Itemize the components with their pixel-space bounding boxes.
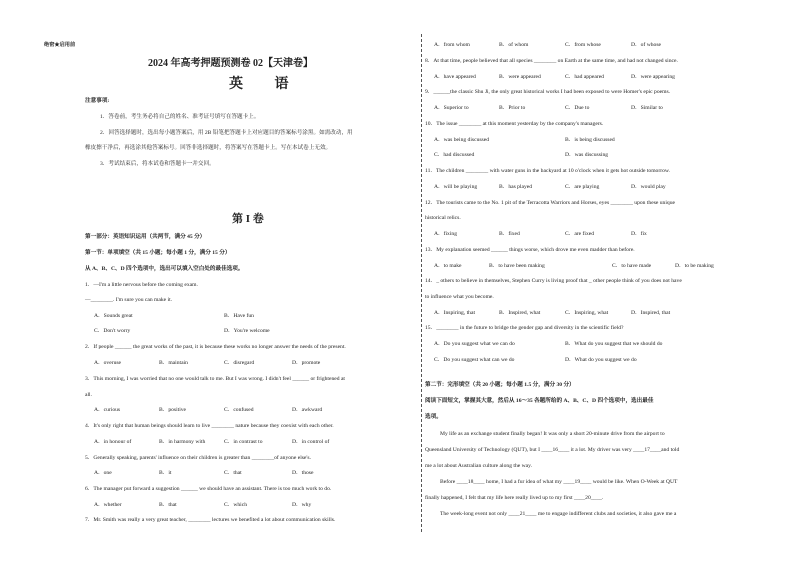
option: C．are playing [565, 184, 600, 190]
option: B．fixed [499, 231, 520, 237]
option: A．one [94, 470, 112, 476]
option: D．Inspired, that [631, 310, 671, 316]
option: A．to make [434, 263, 462, 269]
section2-heading: 第二节：完形填空（共 20 小题；每小题 1.5 分，满分 30 分） [425, 382, 575, 388]
note-item: 3．考试结束后，将本试卷和答题卡一并交回。 [100, 161, 215, 167]
option: A．will be playing [434, 184, 478, 190]
option: A．Inspiring, that [434, 310, 476, 316]
option: A．fixing [434, 231, 457, 237]
option: A．was being discussed [434, 137, 489, 143]
option: D．You're welcome [224, 328, 270, 334]
option: D．to be making [675, 263, 714, 269]
passage-line: finally happened, I felt that my life here really lived up to my first ____20____. [425, 495, 604, 501]
option: A．overuse [94, 360, 122, 366]
option: D．were appearing [631, 74, 675, 80]
question-stem: 9．______the classic Shu Ji, the only great historical works I had been exposed to were Homer's epic poems. [425, 89, 671, 95]
note-item: 1．答卷前，考生务必将自己的姓名、准考证号填写在答题卡上。 [100, 114, 260, 120]
option: C．in contrast to [224, 439, 263, 445]
volume-title: 第 I 卷 [232, 213, 264, 225]
note-item: 橡皮擦干净后，再选涂其他答案标号。回答非选择题时，将答案写在答题卡上。写在本试卷上无效。 [85, 145, 332, 151]
question-stem: 12．The tourists came to the No. 1 pit of the Terracotta Warriors and Horses, eyes ________ upon these unique [425, 200, 675, 206]
subject-title: 英 语 [229, 77, 303, 92]
option: D．awkward [292, 407, 323, 413]
option: A．curious [94, 407, 121, 413]
question-stem: 7．Mr. Smith was really a very great teacher, ________ lectures we benefited a lot about communication skills. [85, 517, 336, 523]
question-stem: 3．This morning, I was worried that no one would talk to me. But I was wrong. I didn't feel ______ or frightened at [85, 376, 345, 382]
question-stem: 14．_ others to believe in themselves, Stephen Curry is living proof that _ other people think of you does not have [425, 278, 682, 284]
option: A．Sounds great [94, 313, 133, 319]
option: A．have appeared [434, 74, 476, 80]
option: C．from whose [565, 42, 601, 48]
option: C．Due to [565, 105, 590, 111]
question-stem: 5．Generally speaking, parents' influence on their children is greater than ________of anyone else's. [85, 455, 312, 461]
option: B．in harmony with [159, 439, 206, 445]
option: C．had discussed [434, 152, 475, 158]
question-stem: 13．My explanation seemed ______ things worse, which drove me even madder than before. [425, 247, 635, 253]
option: D．why [292, 502, 312, 508]
question-stem: 1．—I'm a little nervous before the coming exam. [85, 282, 198, 288]
section2-instruction: 阅读下面短文，掌握其大意，然后从 16～35 各题所给的 A、B、C、D 四个选项中，选出最佳 [425, 398, 654, 404]
column-divider [421, 34, 422, 532]
section2-instruction: 选项。 [425, 414, 442, 420]
option: B．to have been making [489, 263, 545, 269]
option: C．that [224, 470, 242, 476]
question-stem: 11．The children ________ with water guns in the backyard at 10 o'clock when it gets hot outside tomorrow. [425, 168, 670, 174]
question-stem: 2．If people ______ the great works of the past, it is because these works no longer answer the needs of the present. [85, 344, 346, 350]
question-stem: historical relics. [425, 215, 461, 221]
question-stem: all. [85, 392, 92, 398]
secret-mark: 绝密★启用前 [44, 42, 76, 48]
option: B．were appeared [499, 74, 541, 80]
option: D．fix [631, 231, 647, 237]
option: A．in honour of [94, 439, 132, 445]
option: B．positive [159, 407, 187, 413]
exam-title: 2024 年高考押题预测卷 02【天津卷】 [148, 58, 313, 69]
passage-line: me a lot about Australian culture along the way. [425, 463, 532, 469]
question-stem: 10．The issue ________ at this moment yesterday by the company's managers. [425, 121, 604, 127]
passage-line: Queensland University of Technology (QUT), but I ____16____ it a lot. My driver was very ____17____and told [425, 447, 680, 453]
option: D．in control of [292, 439, 330, 445]
option: C．to have made [612, 263, 652, 269]
option: D．What do you suggest we do [565, 357, 637, 363]
option: D．was discussing [565, 152, 609, 158]
passage-line: My life as an exchange student finally began! It was only a short 20-minute drive from the airport to [440, 431, 665, 437]
option: C．which [224, 502, 247, 508]
option: B．has played [499, 184, 533, 190]
option: B．that [159, 502, 177, 508]
option: D．would play [631, 184, 666, 190]
option: C．are fixed [565, 231, 595, 237]
question-stem: 4．It's only right that human beings should learn to live ________ nature because they coexist with each other. [85, 423, 334, 429]
section1-heading: 第一节：单项填空（共 15 小题；每小题 1 分，满分 15 分） [85, 250, 231, 256]
option: D．of whose [631, 42, 661, 48]
option: C．Do you suggest what can we do [434, 357, 515, 363]
notes-heading: 注意事项: [85, 98, 110, 104]
option: A．Superior to [434, 105, 469, 111]
option: D．promote [292, 360, 321, 366]
question-stem: 6．The manager put forward a suggestion ______ we should have an assistant. There is too much work to do. [85, 486, 332, 492]
passage-line: Before ____18____ home, I had a fur idea of what my ____19____ would be like. When O-Week at QUT [440, 479, 678, 485]
question-stem: 8．At that time, people believed that all species ________ on Earth at the same time, and had not changed since. [425, 58, 678, 64]
option: A．Do you suggest what we can do [434, 341, 515, 347]
section1-instruction: 从 A、B、C、D 四个选项中，选出可以填入空白处的最佳选项。 [85, 266, 244, 272]
passage-line: The week-long event not only ____21____ me to engage indifferent clubs and societies, it also gave me a [440, 511, 677, 517]
option: B．Inspired, what [499, 310, 541, 316]
option: B．is being discussed [565, 137, 615, 143]
option: C．Inspiring, what [565, 310, 609, 316]
option: C．Don't worry [94, 328, 131, 334]
option: D．those [292, 470, 314, 476]
option: C．confused [224, 407, 254, 413]
note-item: 2．回答选择题时，选出每小题答案后，用 2B 铅笔把答题卡上对应题目的答案标号涂黑。如需改动，用 [100, 130, 353, 136]
question-stem: to influence what you become. [425, 294, 494, 300]
option: B．it [159, 470, 172, 476]
option: D．Similar to [631, 105, 663, 111]
option: B．of whom [499, 42, 529, 48]
option: A．from whom [434, 42, 470, 48]
option: B．Prior to [499, 105, 526, 111]
question-stem: 15．________ in the future to bridge the gender gap and diversity in the scientific field? [425, 325, 624, 331]
option: B．What do you suggest that we should do [565, 341, 663, 347]
option: B．Have fun [224, 313, 254, 319]
question-stem: —________. I'm sure you can make it. [85, 297, 173, 303]
option: A．whether [94, 502, 122, 508]
option: C．had appeared [565, 74, 604, 80]
option: B．maintain [159, 360, 188, 366]
option: C．disregard [224, 360, 255, 366]
part1-heading: 第一部分：英语知识运用（共两节，满分 45 分） [85, 234, 206, 240]
